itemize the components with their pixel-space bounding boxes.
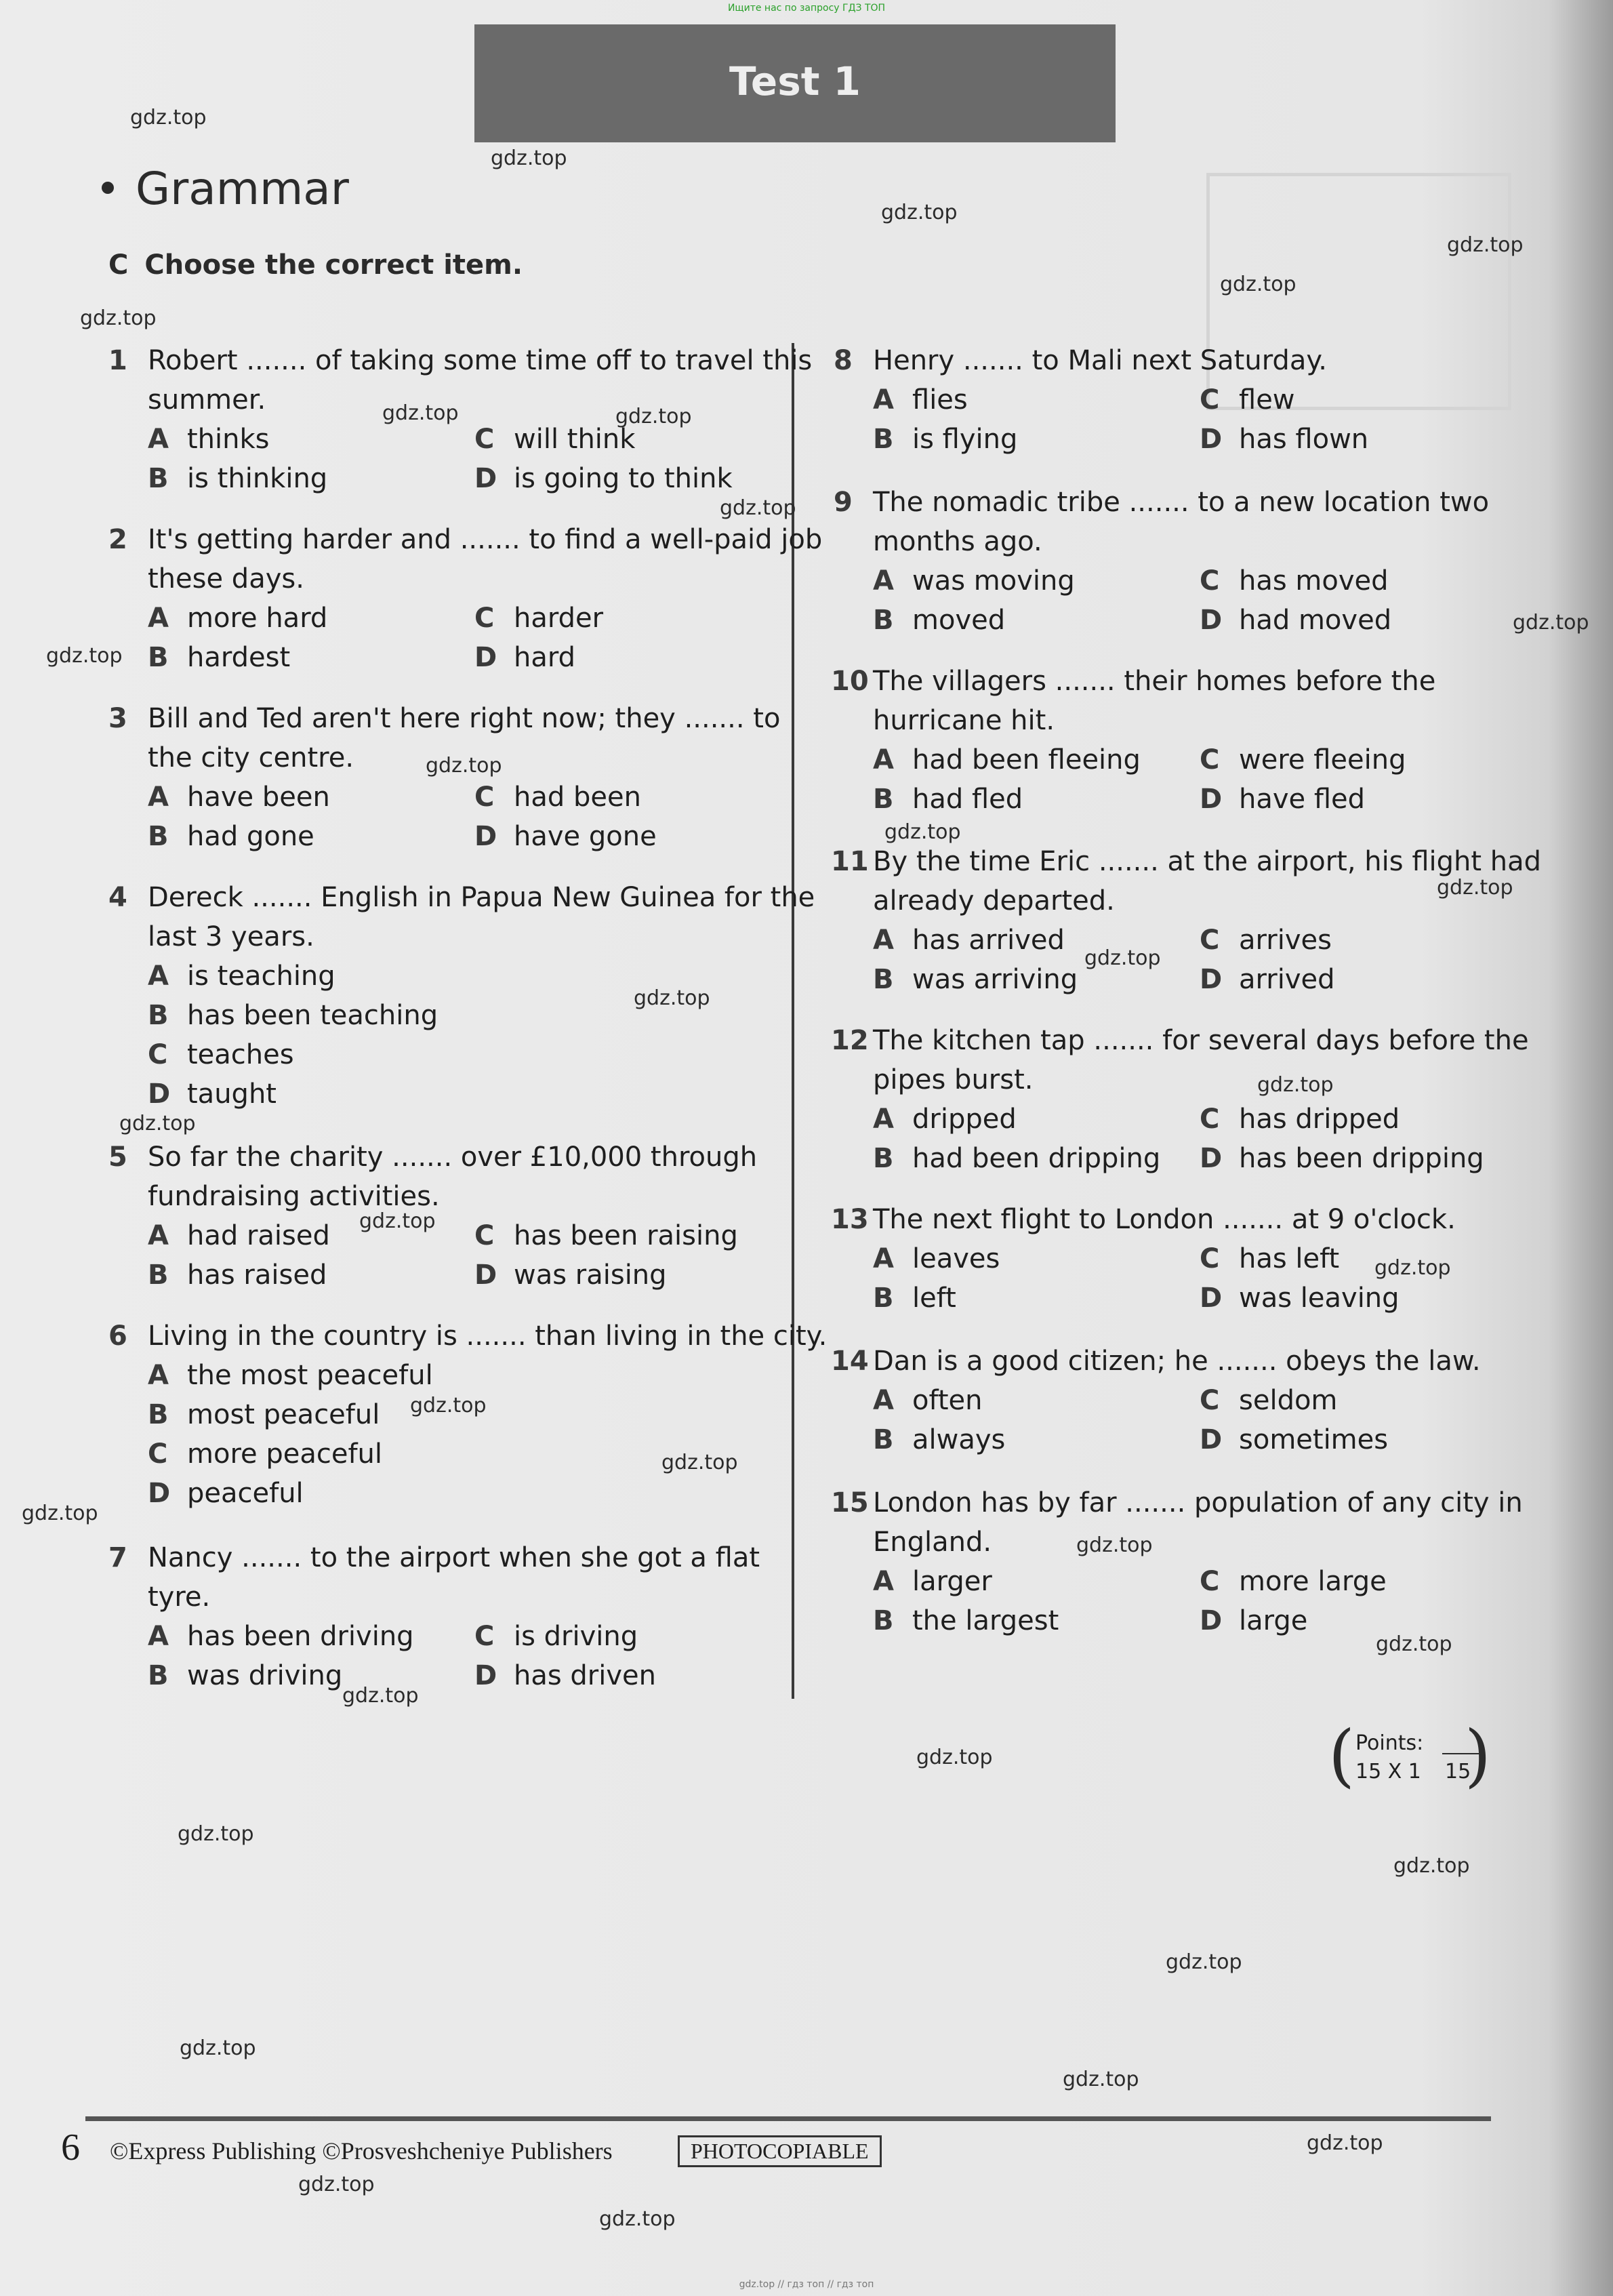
option-letter: A — [873, 1104, 894, 1135]
option-c[interactable] — [148, 1035, 294, 1074]
option-text: had raised — [187, 1220, 330, 1251]
watermark-label: gdz.top — [1513, 611, 1589, 635]
option-text: had gone — [187, 821, 314, 852]
question-number: 12 — [831, 1025, 869, 1056]
option-letter: A — [873, 1566, 894, 1597]
question-number: 10 — [831, 666, 869, 697]
option-b[interactable] — [148, 638, 290, 677]
question-stem-line: So far the charity ....... over £10,000 through — [148, 1142, 758, 1173]
option-text: has arrived — [912, 925, 1065, 956]
option-a[interactable] — [148, 778, 330, 817]
test-title-bar — [474, 24, 1116, 142]
test-title: Test 1 — [729, 58, 861, 104]
option-letter: A — [873, 1385, 894, 1416]
question-stem-line: Dereck ....... English in Papua New Guinea for the — [148, 882, 815, 913]
option-letter: C — [148, 1039, 168, 1070]
watermark-label: gdz.top — [615, 405, 692, 428]
option-b[interactable] — [148, 1656, 342, 1695]
option-a[interactable] — [873, 921, 1065, 960]
option-text: harder — [514, 603, 604, 634]
instruction-text: Choose the correct item. — [144, 249, 523, 281]
option-text: was moving — [912, 565, 1075, 597]
option-text: has been dripping — [1239, 1143, 1484, 1174]
question-number: 7 — [108, 1542, 127, 1573]
option-b[interactable] — [148, 996, 438, 1035]
option-d[interactable] — [1200, 960, 1334, 999]
watermark-label: gdz.top — [599, 2207, 676, 2231]
option-b[interactable] — [873, 1278, 956, 1318]
watermark-label: gdz.top — [119, 1112, 196, 1135]
option-letter: C — [1200, 384, 1220, 416]
question-number: 15 — [831, 1487, 869, 1518]
option-letter: B — [873, 1143, 894, 1174]
points-label: Points: — [1355, 1731, 1424, 1755]
option-text: seldom — [1239, 1385, 1338, 1416]
question-stem-line: Bill and Ted aren't here right now; they ....... to — [148, 703, 781, 734]
watermark-label: gdz.top — [720, 496, 796, 520]
option-text: often — [912, 1385, 983, 1416]
option-a[interactable] — [873, 1100, 1017, 1139]
question-stem-line: Henry ....... to Mali next Saturday. — [873, 345, 1328, 376]
question-stem-line: fundraising activities. — [148, 1181, 440, 1212]
watermark-label: gdz.top — [1257, 1073, 1334, 1097]
option-b[interactable] — [148, 817, 314, 856]
option-letter: A — [873, 744, 894, 776]
option-text: more large — [1239, 1566, 1387, 1597]
option-letter: C — [1200, 925, 1220, 956]
option-letter: B — [873, 964, 894, 995]
option-letter: B — [148, 821, 169, 852]
watermark-label: gdz.top — [382, 401, 459, 425]
option-text: will think — [514, 424, 636, 455]
option-letter: A — [148, 424, 169, 455]
option-text: has been driving — [187, 1621, 414, 1652]
question-stem-line: Robert ....... of taking some time off to travel this — [148, 345, 813, 376]
option-d[interactable] — [1200, 1601, 1307, 1640]
option-text: has flown — [1239, 424, 1369, 455]
option-a[interactable] — [873, 1381, 983, 1420]
option-a[interactable] — [148, 1617, 414, 1656]
option-b[interactable] — [873, 1420, 1005, 1459]
publisher-line: ©Express Publishing ©Prosveshcheniye Publishers — [110, 2137, 613, 2164]
watermark-label: gdz.top — [1220, 273, 1296, 296]
option-letter: A — [148, 1220, 169, 1251]
option-letter: B — [148, 1660, 169, 1691]
option-text: peaceful — [187, 1478, 304, 1509]
option-b[interactable] — [873, 601, 1005, 640]
watermark-label: gdz.top — [881, 201, 958, 224]
option-b[interactable] — [148, 1395, 380, 1434]
option-text: had fled — [912, 784, 1023, 815]
option-text: flies — [912, 384, 968, 416]
option-c[interactable] — [1200, 740, 1406, 780]
option-text: has dripped — [1239, 1104, 1400, 1135]
option-b[interactable] — [148, 459, 327, 498]
option-text: teaches — [187, 1039, 294, 1070]
instruction-letter: C — [108, 249, 129, 281]
watermark-label: gdz.top — [426, 754, 502, 778]
watermark-label: gdz.top — [884, 820, 961, 844]
watermark-label: gdz.top — [410, 1394, 487, 1417]
watermark-label: gdz.top — [1393, 1854, 1470, 1878]
option-text: more peaceful — [187, 1438, 382, 1470]
option-text: left — [912, 1283, 956, 1314]
option-letter: B — [873, 1283, 894, 1314]
option-letter: C — [474, 1220, 495, 1251]
top-note[interactable]: Ищите нас по запросу ГДЗ ТОП — [727, 3, 886, 14]
question-number: 4 — [108, 882, 127, 913]
option-letter: A — [873, 1243, 894, 1274]
option-letter: A — [148, 1360, 169, 1391]
option-letter: D — [1200, 424, 1223, 455]
option-c[interactable] — [1200, 561, 1389, 601]
option-text: arrives — [1239, 925, 1332, 956]
watermark-label: gdz.top — [298, 2173, 375, 2196]
option-letter: A — [873, 925, 894, 956]
question-stem-line: Nancy ....... to the airport when she got a flat — [148, 1542, 760, 1573]
watermark-label: gdz.top — [1084, 946, 1161, 970]
bottom-note[interactable]: gdz.top // гдз топ // гдз топ — [739, 2279, 874, 2290]
watermark-label: gdz.top — [661, 1451, 738, 1474]
option-letter: C — [1200, 1243, 1220, 1274]
option-b[interactable] — [873, 960, 1078, 999]
option-letter: C — [1200, 1566, 1220, 1597]
option-text: thinks — [187, 424, 270, 455]
option-a[interactable] — [873, 561, 1075, 601]
option-letter: A — [148, 961, 169, 992]
watermark-label: gdz.top — [80, 306, 157, 330]
option-text: taught — [187, 1079, 277, 1110]
option-letter: B — [148, 642, 169, 673]
option-text: were fleeing — [1239, 744, 1406, 776]
question-stem-line: By the time Eric ....... at the airport, his flight had — [873, 846, 1542, 877]
question-stem-line: Dan is a good citizen; he ....... obeys the law. — [873, 1346, 1481, 1377]
option-letter: B — [873, 605, 894, 636]
question-number: 3 — [108, 703, 127, 734]
option-text: is flying — [912, 424, 1018, 455]
option-d[interactable] — [474, 1255, 667, 1295]
option-d[interactable] — [148, 1474, 304, 1513]
question-stem-line: hurricane hit. — [873, 705, 1055, 736]
option-d[interactable] — [1200, 1420, 1388, 1459]
option-a[interactable] — [148, 1356, 433, 1395]
question-number: 1 — [108, 345, 127, 376]
option-c[interactable] — [1200, 1381, 1337, 1420]
option-d[interactable] — [474, 638, 575, 677]
option-text: have gone — [514, 821, 657, 852]
option-letter: D — [1200, 1143, 1223, 1174]
option-letter: D — [474, 642, 497, 673]
watermark-label: gdz.top — [634, 986, 710, 1010]
option-letter: A — [873, 565, 894, 597]
option-d[interactable] — [1200, 420, 1368, 459]
question-number: 14 — [831, 1346, 869, 1377]
option-a[interactable] — [148, 599, 327, 638]
option-letter: D — [474, 1260, 497, 1291]
option-text: the most peaceful — [187, 1360, 433, 1391]
option-c[interactable] — [474, 1216, 738, 1255]
option-b[interactable] — [873, 780, 1023, 819]
option-letter: C — [474, 782, 495, 813]
footer-rule — [85, 2116, 1491, 2121]
watermark-label: gdz.top — [342, 1684, 419, 1708]
option-letter: C — [474, 1621, 495, 1652]
page-number: 6 — [61, 2127, 80, 2169]
option-text: is going to think — [514, 463, 733, 494]
option-letter: A — [148, 1621, 169, 1652]
question-number: 11 — [831, 846, 869, 877]
option-text: was leaving — [1239, 1283, 1400, 1314]
option-text: had been dripping — [912, 1143, 1161, 1174]
option-c[interactable] — [148, 1434, 382, 1474]
watermark-label: gdz.top — [491, 146, 567, 170]
option-letter: D — [1200, 784, 1223, 815]
option-letter: C — [1200, 565, 1220, 597]
question-stem-line: The villagers ....... their homes before the — [873, 666, 1436, 697]
option-text: was driving — [187, 1660, 343, 1691]
question-number: 5 — [108, 1142, 127, 1173]
instruction — [108, 249, 523, 281]
question-stem-line: already departed. — [873, 885, 1115, 917]
option-text: is thinking — [187, 463, 328, 494]
option-d[interactable] — [148, 1074, 277, 1114]
question-stem-line: the city centre. — [148, 742, 354, 773]
option-letter: D — [1200, 605, 1223, 636]
option-letter: D — [148, 1079, 171, 1110]
option-text: more hard — [187, 603, 328, 634]
option-letter: D — [474, 821, 497, 852]
option-d[interactable] — [1200, 1278, 1400, 1318]
option-d[interactable] — [1200, 780, 1365, 819]
option-a[interactable] — [148, 1216, 330, 1255]
option-text: had moved — [1239, 605, 1392, 636]
option-letter: C — [1200, 1385, 1220, 1416]
option-text: has been teaching — [187, 1000, 438, 1031]
option-c[interactable] — [1200, 1239, 1339, 1278]
option-letter: B — [873, 1424, 894, 1455]
watermark-label: gdz.top — [1437, 876, 1513, 900]
left-paren-icon: ( — [1328, 1716, 1355, 1795]
points-total: 15 — [1445, 1760, 1471, 1784]
option-letter: D — [474, 463, 497, 494]
option-d[interactable] — [474, 817, 657, 856]
bullet-icon — [102, 182, 114, 194]
option-b[interactable] — [873, 1139, 1160, 1178]
option-letter: C — [1200, 744, 1220, 776]
option-text: large — [1239, 1605, 1308, 1636]
option-letter: D — [1200, 1605, 1223, 1636]
watermark-label: gdz.top — [22, 1502, 98, 1525]
watermark-label: gdz.top — [359, 1209, 436, 1233]
watermark-label: gdz.top — [1076, 1533, 1153, 1557]
option-text: has been raising — [514, 1220, 738, 1251]
option-b[interactable] — [873, 420, 1017, 459]
watermark-label: gdz.top — [130, 106, 207, 129]
option-a[interactable] — [148, 956, 335, 996]
option-text: have fled — [1239, 784, 1366, 815]
photocopiable-badge: PHOTOCOPIABLE — [678, 2135, 882, 2167]
option-text: is teaching — [187, 961, 335, 992]
question-number: 6 — [108, 1321, 127, 1352]
option-text: have been — [187, 782, 330, 813]
option-text: has left — [1239, 1243, 1340, 1274]
section-title — [102, 163, 349, 215]
option-letter: B — [873, 1605, 894, 1636]
watermark-label: gdz.top — [178, 1822, 254, 1846]
option-d[interactable] — [1200, 1139, 1484, 1178]
option-c[interactable] — [474, 420, 635, 459]
option-text: always — [912, 1424, 1006, 1455]
option-letter: B — [148, 1000, 169, 1031]
question-stem-line: England. — [873, 1527, 992, 1558]
option-text: larger — [912, 1566, 992, 1597]
option-b[interactable] — [873, 1601, 1059, 1640]
option-text: leaves — [912, 1243, 1000, 1274]
option-c[interactable] — [1200, 1562, 1387, 1601]
question-stem-line: The nomadic tribe ....... to a new location two — [873, 487, 1490, 518]
question-number: 8 — [834, 345, 853, 376]
question-stem-line: pipes burst. — [873, 1064, 1034, 1095]
question-number: 9 — [834, 487, 853, 518]
option-a[interactable] — [873, 1239, 1000, 1278]
option-letter: C — [148, 1438, 168, 1470]
option-text: arrived — [1239, 964, 1335, 995]
option-letter: B — [148, 463, 169, 494]
option-c[interactable] — [1200, 921, 1332, 960]
option-text: was arriving — [912, 964, 1078, 995]
option-text: had been fleeing — [912, 744, 1141, 776]
question-stem-line: London has by far ....... population of any city in — [873, 1487, 1523, 1518]
points-box — [1328, 1716, 1491, 1795]
option-letter: D — [474, 1660, 497, 1691]
option-a[interactable] — [873, 1562, 992, 1601]
section-title-text: Grammar — [136, 163, 349, 215]
question-number: 13 — [831, 1204, 869, 1235]
watermark-label: gdz.top — [180, 2036, 256, 2060]
option-a[interactable] — [148, 420, 270, 459]
question-stem-line: these days. — [148, 563, 304, 595]
option-letter: A — [873, 384, 894, 416]
question-stem-line: months ago. — [873, 526, 1042, 557]
question-stem-line: last 3 years. — [148, 921, 314, 952]
watermark-label: gdz.top — [916, 1746, 993, 1769]
option-text: was raising — [514, 1260, 667, 1291]
option-a[interactable] — [873, 740, 1141, 780]
option-letter: A — [148, 603, 169, 634]
watermark-label: gdz.top — [1307, 2131, 1383, 2155]
question-stem-line: The kitchen tap ....... for several days before the — [873, 1025, 1529, 1056]
option-letter: C — [1200, 1104, 1220, 1135]
option-letter: C — [474, 603, 495, 634]
option-letter: B — [148, 1399, 169, 1430]
option-d[interactable] — [1200, 601, 1391, 640]
option-d[interactable] — [474, 459, 733, 498]
question-stem-line: The next flight to London ....... at 9 o'clock. — [873, 1204, 1456, 1235]
option-text: the largest — [912, 1605, 1059, 1636]
points-calc: 15 X 1 — [1355, 1760, 1421, 1784]
option-letter: B — [148, 1260, 169, 1291]
option-c[interactable] — [1200, 380, 1295, 420]
option-letter: B — [873, 784, 894, 815]
option-c[interactable] — [474, 1617, 638, 1656]
option-text: moved — [912, 605, 1006, 636]
option-text: has driven — [514, 1660, 656, 1691]
question-stem-line: summer. — [148, 384, 266, 416]
option-text: had been — [514, 782, 641, 813]
option-letter: C — [474, 424, 495, 455]
option-c[interactable] — [1200, 1100, 1400, 1139]
option-a[interactable] — [873, 380, 968, 420]
option-text: most peaceful — [187, 1399, 380, 1430]
question-number: 2 — [108, 524, 127, 555]
watermark-label: gdz.top — [1376, 1632, 1452, 1656]
watermark-label: gdz.top — [1447, 233, 1524, 257]
option-text: flew — [1239, 384, 1295, 416]
question-stem-line: It's getting harder and ....... to find a well-paid job — [148, 524, 823, 555]
watermark-label: gdz.top — [1166, 1950, 1242, 1974]
option-text: hardest — [187, 642, 291, 673]
option-letter: D — [1200, 1283, 1223, 1314]
watermark-label: gdz.top — [1063, 2068, 1139, 2091]
option-letter: D — [1200, 964, 1223, 995]
watermark-label: gdz.top — [46, 644, 123, 668]
question-stem-line: tyre. — [148, 1582, 211, 1613]
option-letter: D — [148, 1478, 171, 1509]
option-d[interactable] — [474, 1656, 656, 1695]
option-text: has raised — [187, 1260, 327, 1291]
option-c[interactable] — [474, 599, 603, 638]
option-text: hard — [514, 642, 575, 673]
right-paren-icon: ) — [1464, 1716, 1491, 1795]
question-stem-line: Living in the country is ....... than living in the city. — [148, 1321, 828, 1352]
option-letter: A — [148, 782, 169, 813]
option-letter: D — [1200, 1424, 1223, 1455]
option-b[interactable] — [148, 1255, 327, 1295]
option-letter: B — [873, 424, 894, 455]
option-text: has moved — [1239, 565, 1389, 597]
option-text: sometimes — [1239, 1424, 1389, 1455]
option-c[interactable] — [474, 778, 641, 817]
option-text: is driving — [514, 1621, 638, 1652]
option-text: dripped — [912, 1104, 1017, 1135]
watermark-label: gdz.top — [1374, 1256, 1451, 1280]
